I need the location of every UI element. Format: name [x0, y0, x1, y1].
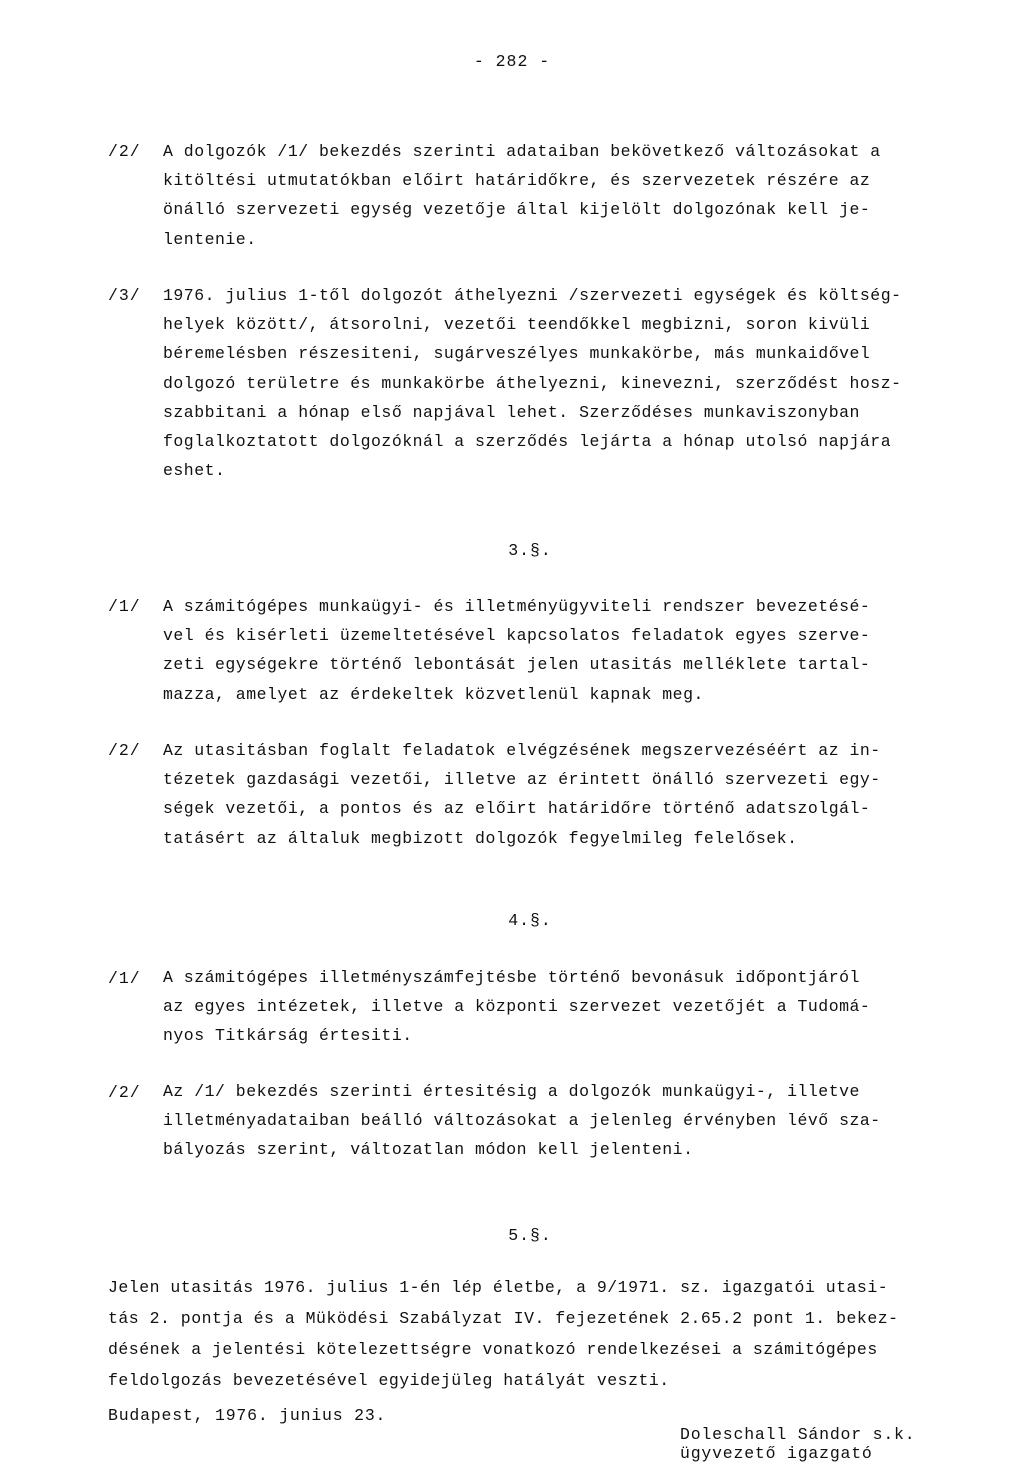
text-line: kitöltési utmutatókban előirt határidőkre, és szervezetek részére az — [163, 171, 871, 191]
paragraph-s5 — [108, 1272, 988, 1396]
section-heading-4: 4.§. — [508, 911, 552, 930]
text-line: 1976. julius 1-től dolgozót áthelyezni /szervezeti egységek és költség- — [163, 286, 902, 305]
text-line: feldolgozás bevezetésével egyidejüleg hatályát veszti. — [108, 1371, 670, 1390]
text-line: A számitógépes munkaügyi- és illetményügyviteli rendszer bevezetésé- — [163, 597, 871, 616]
text-line: A számitógépes illetményszámfejtésbe történő bevonásuk időpontjáról — [163, 968, 860, 987]
signature-block — [680, 1425, 915, 1463]
text-line: tás 2. pontja és a Müködési Szabályzat IV. fejezetének 2.65.2 pont 1. bekez- — [108, 1309, 899, 1328]
paragraph-number: /1/ — [108, 597, 141, 616]
text-line: A dolgozók /1/ bekezdés szerinti adataiban bekövetkező változásokat a — [163, 142, 881, 161]
paragraph-s2-3 — [163, 281, 963, 485]
section-heading-5: 5.§. — [508, 1226, 552, 1245]
text-line: foglalkoztatott dolgozóknál a szerződés lejárta a hónap utolsó napjára — [163, 432, 892, 452]
text-line: ségek vezetői, a pontos és az előirt határidőre történő adatszolgál- — [163, 799, 871, 819]
text-line: eshet. — [163, 461, 226, 481]
text-line: tézetek gazdasági vezetői, illetve az érintett önálló szervezeti egy- — [163, 770, 881, 790]
paragraph-number: /1/ — [108, 969, 141, 988]
text-line: nyos Titkárság értesiti. — [163, 1026, 413, 1046]
paragraph-s4-2 — [163, 1077, 963, 1165]
text-line: helyek között/, átsorolni, vezetői teendőkkel megbizni, soron kivüli — [163, 315, 871, 335]
text-line: illetményadataiban beálló változásokat a jelenleg érvényben lévő sza- — [163, 1111, 881, 1131]
paragraph-s4-1 — [163, 963, 963, 1051]
signatory-title: ügyvezető igazgató — [680, 1444, 873, 1463]
section-heading-3: 3.§. — [508, 541, 552, 560]
paragraph-s2-2 — [163, 137, 963, 254]
text-line: dolgozó területre és munkakörbe áthelyezni, kinevezni, szerződést hosz- — [163, 373, 902, 393]
paragraph-number: /2/ — [108, 1083, 141, 1102]
place-and-date: Budapest, 1976. junius 23. — [108, 1406, 387, 1425]
text-line: bályozás szerint, változatlan módon kell jelenteni. — [163, 1140, 694, 1160]
text-line: zeti egységekre történő lebontását jelen utasitás melléklete tartal- — [163, 655, 871, 675]
signatory-name: Doleschall Sándor s.k. — [680, 1425, 916, 1444]
paragraph-s3-2 — [163, 736, 963, 853]
text-line: szabbitani a hónap első napjával lehet. Szerződéses munkaviszonyban — [163, 402, 860, 422]
text-line: lentenie. — [163, 229, 257, 249]
text-line: béremelésben részesiteni, sugárveszélyes munkakörbe, más munkaidővel — [163, 344, 871, 364]
text-line: tatásért az általuk megbizott dolgozók fegyelmileg felelősek. — [163, 828, 798, 848]
paragraph-number: /3/ — [108, 286, 141, 305]
paragraph-s3-1 — [163, 592, 963, 709]
paragraph-number: /2/ — [108, 142, 141, 161]
page-number: - 282 - — [473, 52, 551, 71]
text-line: désének a jelentési kötelezettségre vonatkozó rendelkezései a számitógépes — [108, 1340, 878, 1359]
text-line: vel és kisérleti üzemeltetésével kapcsolatos feladatok egyes szerve- — [163, 626, 871, 646]
text-line: mazza, amelyet az érdekeltek közvetlenül kapnak meg. — [163, 684, 704, 704]
text-line: Az utasitásban foglalt feladatok elvégzésének megszervezéséért az in- — [163, 741, 881, 760]
paragraph-number: /2/ — [108, 741, 141, 760]
text-line: Jelen utasitás 1976. julius 1-én lép életbe, a 9/1971. sz. igazgatói utasi- — [108, 1278, 889, 1297]
text-line: az egyes intézetek, illetve a központi szervezet vezetőjét a Tudomá- — [163, 997, 871, 1017]
text-line: Az /1/ bekezdés szerinti értesitésig a dolgozók munkaügyi-, illetve — [163, 1082, 860, 1101]
text-line: önálló szervezeti egység vezetője által kijelölt dolgozónak kell je- — [163, 200, 871, 220]
